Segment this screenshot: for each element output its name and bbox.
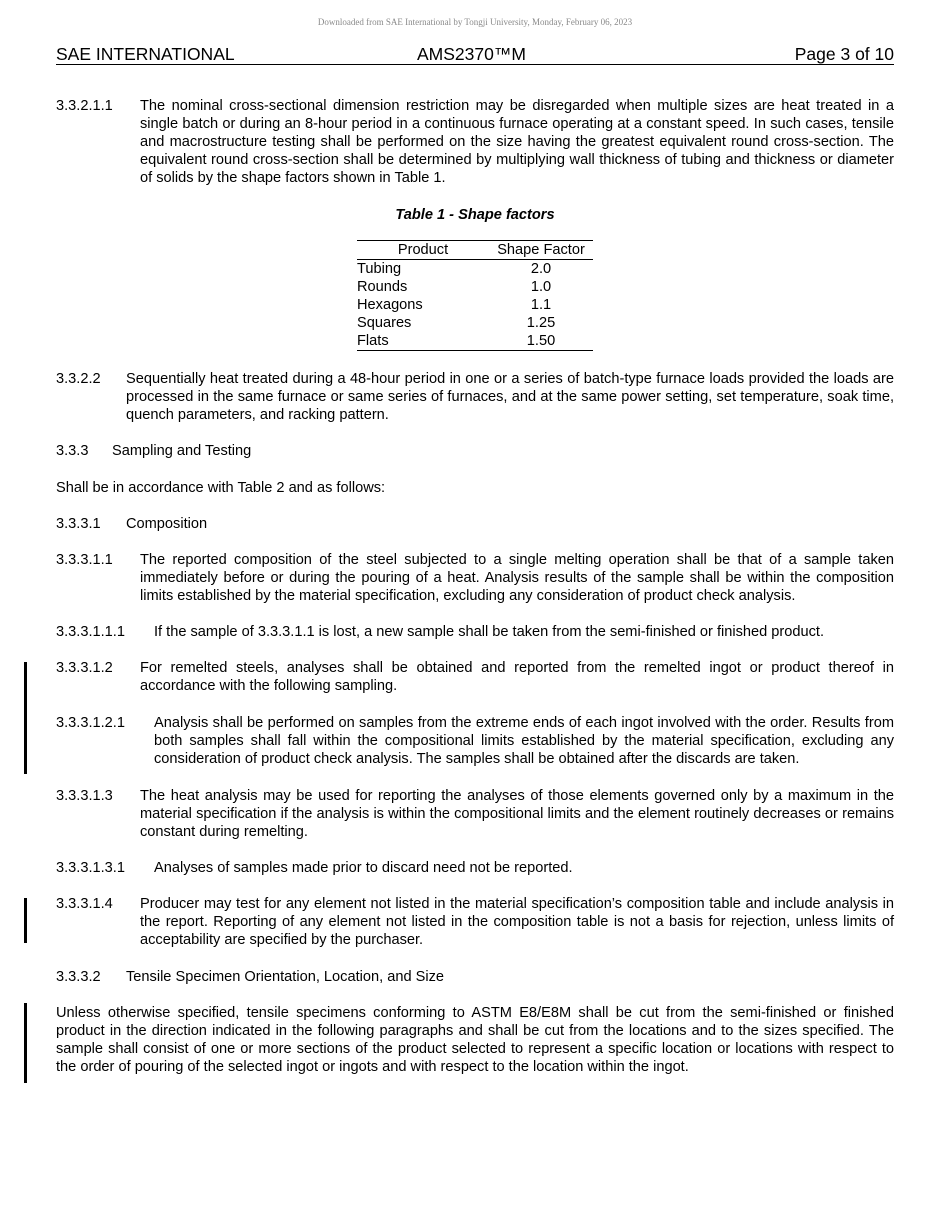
heading-text: Composition (126, 516, 208, 532)
revision-change-bar (24, 712, 27, 774)
paragraph-3-3-3-1-3 (56, 787, 894, 841)
product-cell: Hexagons (357, 297, 423, 313)
header-doc-number: AMS2370™M (417, 44, 526, 64)
heading-text: Tensile Specimen Orientation, Location, and Size (126, 969, 445, 985)
column-header-shape-factor: Shape Factor (489, 241, 593, 260)
section-number: 3.3.3.1.4 (56, 896, 113, 912)
product-cell: Rounds (357, 279, 408, 295)
table-row (357, 296, 593, 314)
shape-factor-cell: 1.25 (526, 315, 556, 331)
paragraph-3-3-3-1-4 (56, 895, 894, 949)
heading-3-3-3-2 (56, 968, 894, 986)
section-number: 3.3.3.1.3 (56, 788, 113, 804)
section-number: 3.3.3.1.2 (56, 660, 113, 676)
section-number: 3.3.2.2 (56, 371, 101, 387)
download-watermark: Downloaded from SAE International by Tongji University, Monday, February 06, 2023 (317, 17, 633, 27)
product-cell: Flats (357, 333, 389, 349)
product-cell: Squares (357, 315, 412, 331)
section-number: 3.3.3 (56, 443, 89, 459)
table-1-caption: Table 1 - Shape factors (395, 207, 555, 223)
paragraph-3-3-3-1-2-1 (56, 714, 894, 768)
shape-factors-table (357, 240, 593, 351)
paragraph-text: Shall be in accordance with Table 2 and as follows: (56, 480, 386, 496)
table-row (357, 314, 593, 332)
shape-factor-cell: 2.0 (530, 261, 552, 277)
table-row (357, 260, 593, 279)
paragraph-text: The reported composition of the steel subjected to a single melting operation shall be that of a sample taken immediately before or during the pouring of a heat. Analysis results of the sample shall be within the composition limits established by the material specification, excluding any consideration of product check analysis. (140, 552, 894, 604)
paragraph-shall-be-in-accordance (56, 479, 894, 497)
paragraph-text: Producer may test for any element not listed in the material specification’s composition table and include analysis in the report. Reporting of any element not listed in the composition table is not a basis for rejection, unless limits of acceptability are specified by the purchaser. (140, 896, 894, 948)
section-number: 3.3.3.1.1 (56, 552, 113, 568)
paragraph-3-3-3-1-1 (56, 551, 894, 605)
section-number: 3.3.2.1.1 (56, 98, 113, 114)
heading-3-3-3-1 (56, 515, 894, 533)
table-header-row (357, 241, 593, 260)
revision-change-bar (24, 1003, 27, 1083)
paragraph-text: Analyses of samples made prior to discard need not be reported. (154, 860, 573, 876)
section-number: 3.3.3.1.1.1 (56, 624, 125, 640)
revision-change-bar (24, 898, 27, 943)
paragraph-3-3-2-2 (56, 370, 894, 424)
column-header-product: Product (357, 241, 489, 260)
header-page-number: Page 3 of 10 (794, 44, 894, 64)
paragraph-text: Unless otherwise specified, tensile specimens conforming to ASTM E8/E8M shall be cut from the semi-finished or finished product in the direction indicated in the following paragraphs and shall be cut from the locations and to the sizes specified. The sample shall consist of one or more sections of the product selected to represent a specific location or locations with respect to the order of pouring of the selected ingot or ingots and with respect to the location within the ingot. (56, 1005, 894, 1075)
table-row (357, 332, 593, 351)
paragraph-unless-otherwise-specified (56, 1004, 894, 1076)
page-header (56, 44, 894, 65)
shape-factor-cell: 1.0 (530, 279, 552, 295)
paragraph-text: Analysis shall be performed on samples from the extreme ends of each ingot involved with the order. Results from both samples shall fall within the compositional limits established by the material specification, excluding any consideration of product check analysis. The samples shall be obtained after the discards are taken. (154, 715, 894, 767)
paragraph-3-3-3-1-1-1 (56, 623, 894, 641)
section-number: 3.3.3.1.3.1 (56, 860, 125, 876)
table-row (357, 278, 593, 296)
paragraph-text: The heat analysis may be used for reporting the analyses of those elements governed only by a maximum in the material specification if the analysis is within the compositional limits and the element routinely decreases or remains constant during remelting. (140, 788, 894, 840)
paragraph-text: For remelted steels, analyses shall be obtained and reported from the remelted ingot or product thereof in accordance with the following sampling. (140, 660, 894, 694)
revision-change-bar (24, 662, 27, 712)
product-cell: Tubing (357, 261, 402, 277)
paragraph-text: If the sample of 3.3.3.1.1 is lost, a new sample shall be taken from the semi-finished or finished product. (154, 624, 825, 640)
header-organization: SAE INTERNATIONAL (56, 44, 235, 64)
heading-text: Sampling and Testing (112, 443, 252, 459)
heading-3-3-3 (56, 442, 894, 460)
section-number: 3.3.3.1.2.1 (56, 715, 125, 731)
section-number: 3.3.3.1 (56, 516, 101, 532)
paragraph-text: The nominal cross-sectional dimension restriction may be disregarded when multiple sizes are heat treated in a single batch or during an 8-hour period in a continuous furnace operating at a constant speed. In such cases, tensile and macrostructure testing shall be performed on the size having the greatest equivalent round cross-section. The equivalent round cross-section shall be determined by multiplying wall thickness of tubing and thickness or diameter of solids by the shape factors shown in Table 1. (140, 98, 894, 186)
section-number: 3.3.3.2 (56, 969, 101, 985)
shape-factor-cell: 1.50 (526, 333, 556, 349)
paragraph-3-3-2-1-1 (56, 97, 894, 187)
paragraph-text: Sequentially heat treated during a 48-hour period in one or a series of batch-type furnace loads provided the loads are processed in the same furnace or same series of furnaces, and at the same power setting, set temperature, soak time, quench parameters, and racking pattern. (126, 371, 894, 423)
shape-factor-cell: 1.1 (530, 297, 552, 313)
paragraph-3-3-3-1-3-1 (56, 859, 894, 877)
paragraph-3-3-3-1-2 (56, 659, 894, 695)
